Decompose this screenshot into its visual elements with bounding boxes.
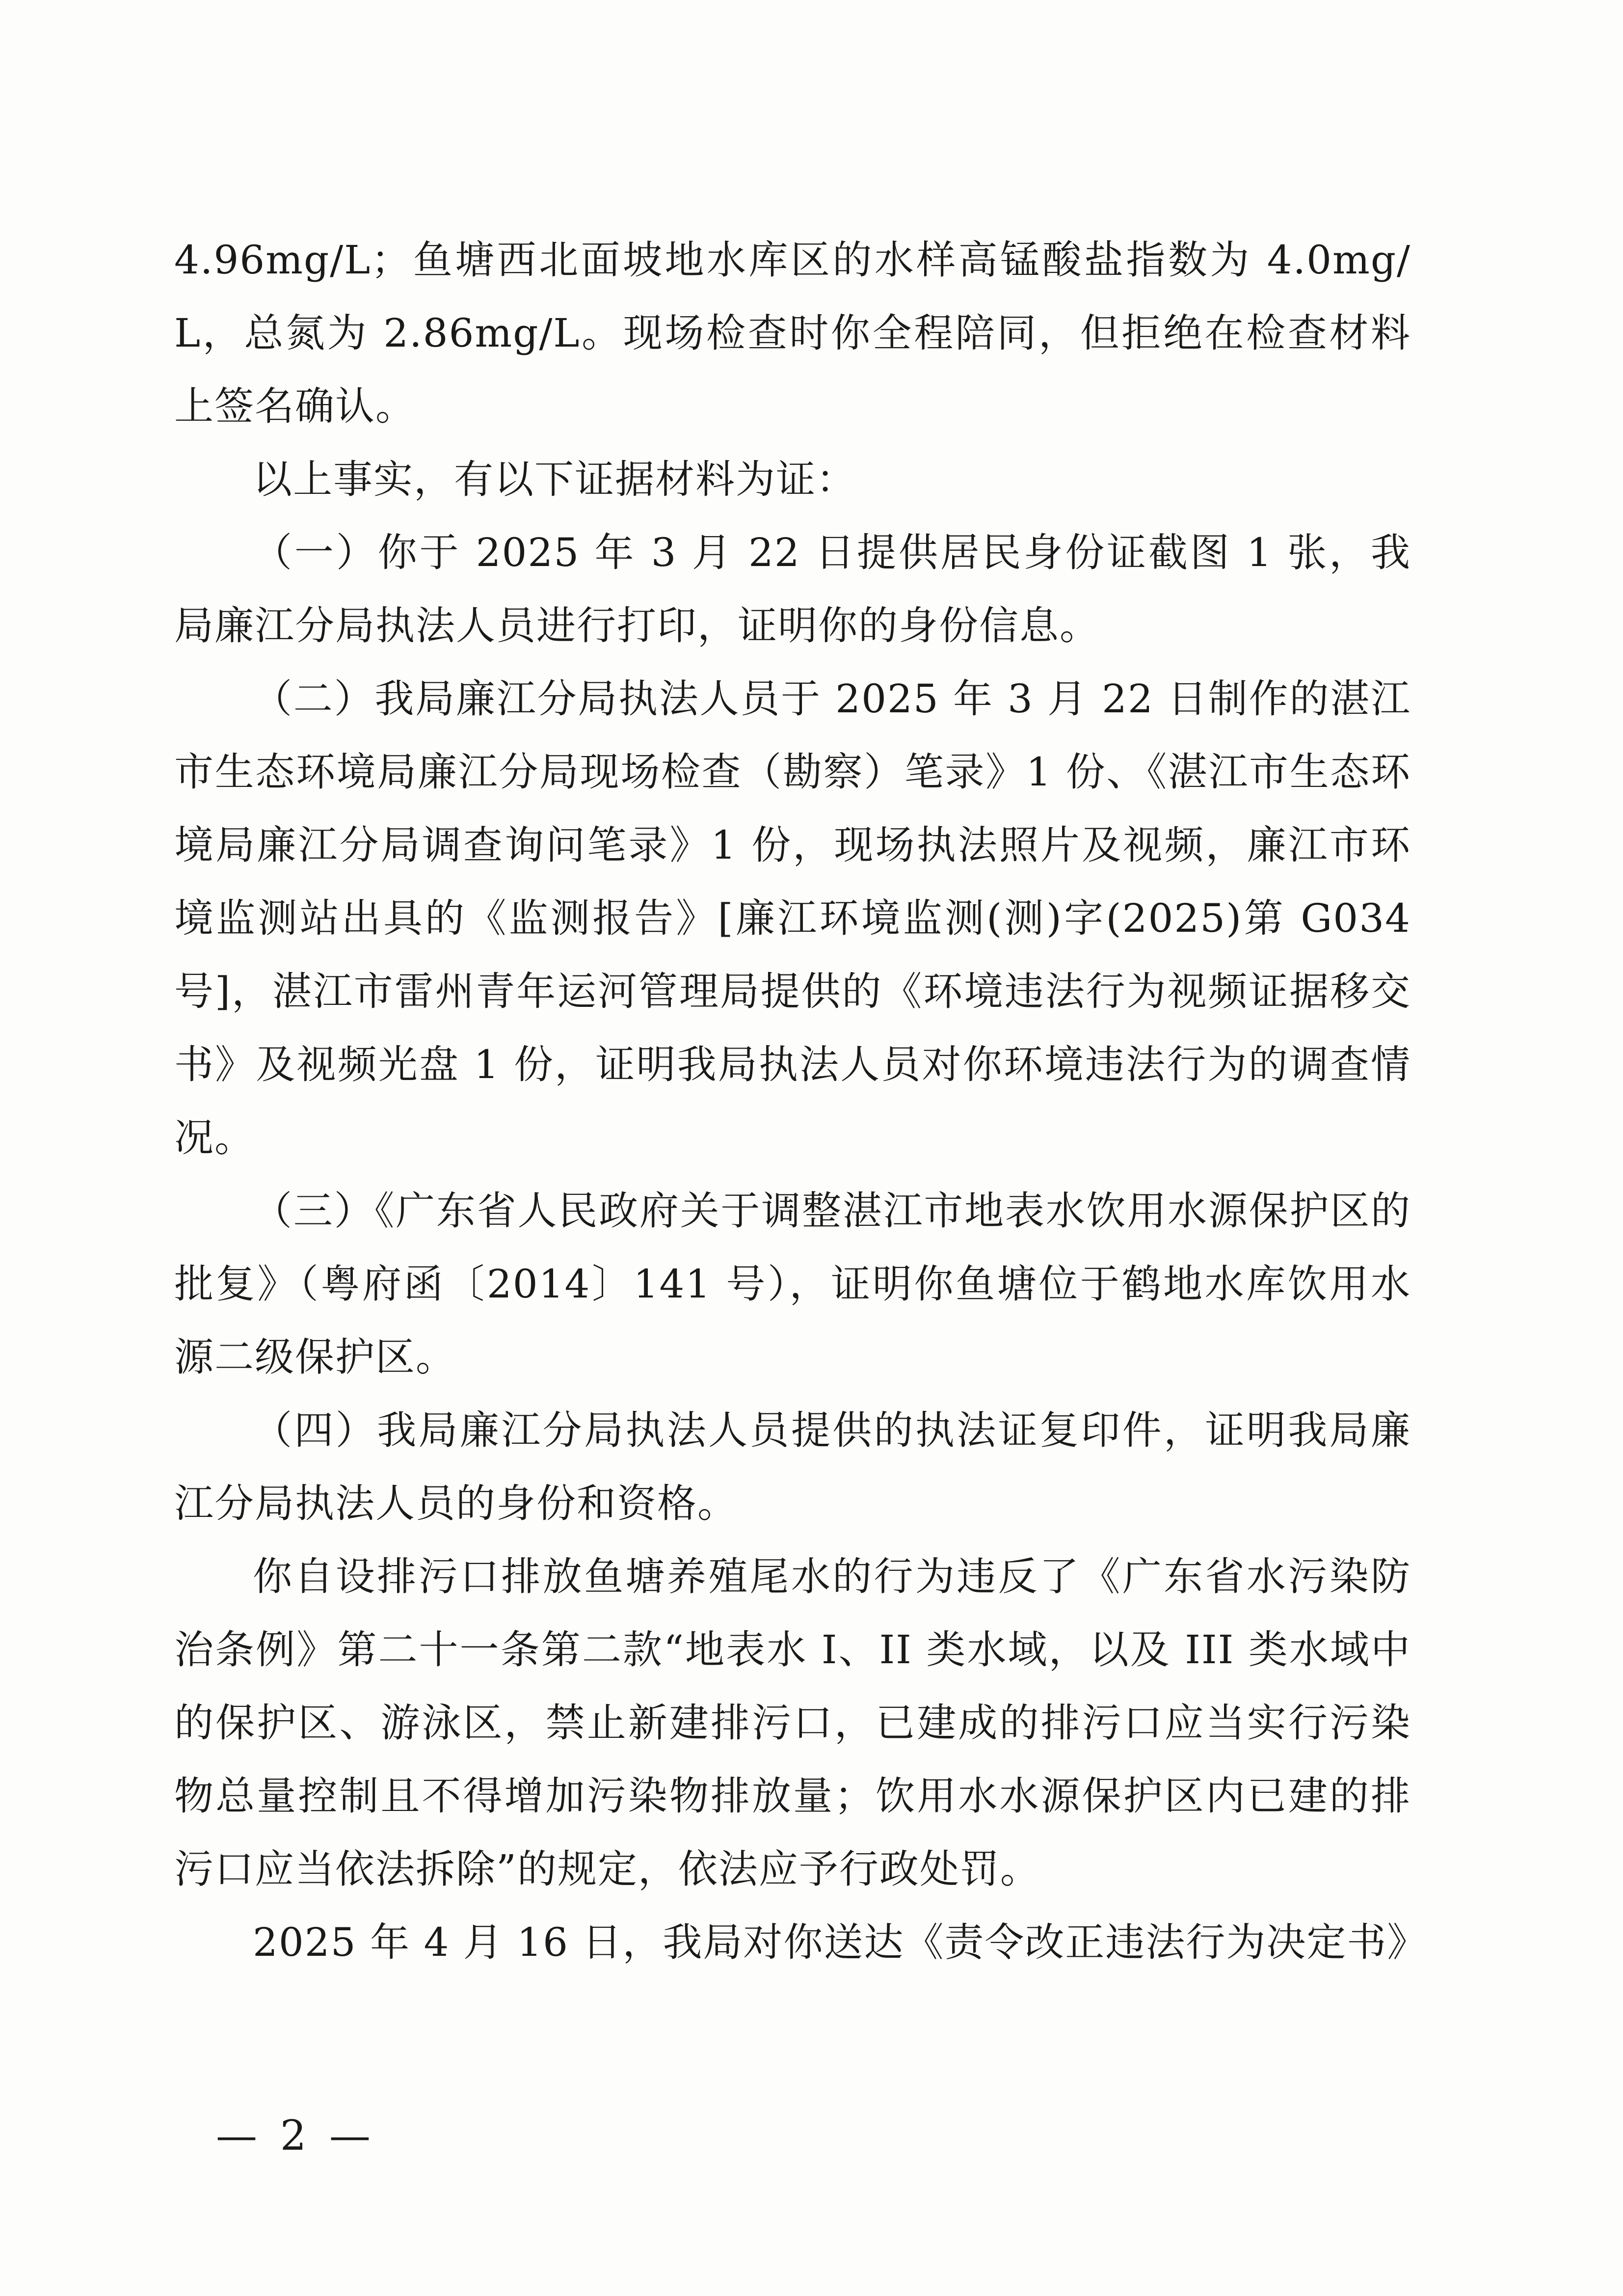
paragraph-evidence-1: （一）你于 2025 年 3 月 22 日提供居民身份证截图 1 张，我局廉江分局执法人员进行打印，证明你的身份信息。: [174, 530, 1411, 648]
document-body: [174, 223, 1428, 1979]
paragraph-water-sample-results: 4.96mg/L；鱼塘西北面坡地水库区的水样高锰酸盐指数为 4.0mg/L，总氮为 2.86mg/L。现场检查时你全程陪同，但拒绝在检查材料上签名确认。: [174, 237, 1411, 429]
paragraph-evidence-intro: 以上事实，有以下证据材料为证：: [253, 457, 856, 502]
paragraph-violation-statement: 你自设排污口排放鱼塘养殖尾水的行为违反了《广东省水污染防治条例》第二十一条第二款“地表水 I、II 类水域，以及 III 类水域中的保护区、游泳区，禁止新建排污口，已建成的排污口应当实行污染物总量控制且不得增加污染物排放量；饮用水水源保护区内已建的排污口应当依法拆除”的规定，依法应予行政处罚。: [174, 1554, 1411, 1892]
page-number: — 2 —: [216, 2111, 375, 2160]
paragraph-decision-delivery: 2025 年 4 月 16 日，我局对你送达《责令改正违法行为决定书》: [253, 1919, 1428, 1965]
paragraph-evidence-4: （四）我局廉江分局执法人员提供的执法证复印件，证明我局廉江分局执法人员的身份和资格。: [174, 1407, 1411, 1526]
paragraph-evidence-3: （三）《广东省人民政府关于调整湛江市地表水饮用水源保护区的批复》（粤府函〔2014〕141 号），证明你鱼塘位于鹤地水库饮用水源二级保护区。: [174, 1188, 1411, 1380]
paragraph-evidence-2: （二）我局廉江分局执法人员于 2025 年 3 月 22 日制作的湛江市生态环境局廉江分局现场检查（勘察）笔录》1 份、《湛江市生态环境局廉江分局调查询问笔录》1 份，现场执法照片及视频，廉江市环境监测站出具的《监测报告》[廉江环境监测(测)字(2025)第 G034 号]，湛江市雷州青年运河管理局提供的《环境违法行为视频证据移交书》及视频光盘 1 份，证明我局执法人员对你环境违法行为的调查情况。: [174, 676, 1411, 1161]
